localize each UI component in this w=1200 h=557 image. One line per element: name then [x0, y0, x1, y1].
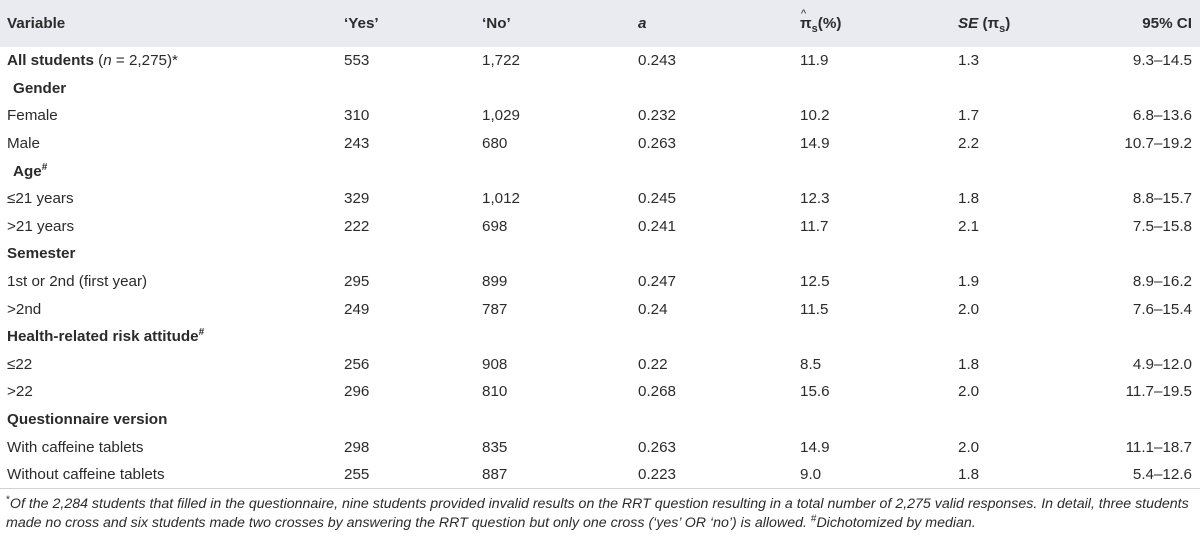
- table-row: [0, 378, 1200, 406]
- empty-cell: [1118, 75, 1200, 103]
- all-students-n-open: (: [93, 52, 104, 70]
- cell-pi: 12.3: [800, 190, 830, 208]
- section-label-text: Semester: [7, 245, 76, 263]
- all-students-a: 0.243: [638, 52, 677, 70]
- empty-cell: [482, 75, 638, 103]
- cell-pi: 15.6: [800, 383, 830, 401]
- cell-se: 2.1: [958, 217, 980, 235]
- row-label: Female: [7, 107, 58, 125]
- section-label: [0, 323, 344, 351]
- cell-se: 1.7: [958, 107, 980, 125]
- all-students-label-text: All students: [7, 52, 94, 70]
- empty-cell: [638, 240, 800, 268]
- empty-cell: [958, 323, 1118, 351]
- cell-no: 680: [482, 135, 508, 153]
- cell-se: 1.8: [958, 355, 980, 373]
- row-label: ≤21 years: [7, 190, 74, 208]
- cell-a: 0.245: [638, 190, 677, 208]
- section-label: [0, 406, 344, 434]
- cell-ci: 4.9–12.0: [1132, 355, 1192, 373]
- empty-cell: [800, 157, 958, 185]
- table-row: [0, 185, 1200, 213]
- row-label: >22: [7, 383, 33, 401]
- header-pi-symbol: ^ π: [800, 15, 812, 32]
- header-se: [958, 0, 1118, 47]
- empty-cell: [482, 406, 638, 434]
- row-label: Without caffeine tablets: [7, 465, 165, 483]
- cell-ci: 5.4–12.6: [1132, 465, 1192, 483]
- empty-cell: [482, 240, 638, 268]
- empty-cell: [638, 75, 800, 103]
- row-label: Male: [7, 135, 40, 153]
- empty-cell: [958, 406, 1118, 434]
- table-section-row: [0, 240, 1200, 268]
- footnote-mark-hash: #: [810, 513, 817, 525]
- empty-cell: [958, 75, 1118, 103]
- cell-se: 2.0: [958, 300, 980, 318]
- empty-cell: [1118, 323, 1200, 351]
- empty-cell: [344, 323, 482, 351]
- empty-cell: [482, 323, 638, 351]
- all-students-yes: 553: [344, 52, 370, 70]
- cell-a: 0.24: [638, 300, 668, 318]
- section-label-text: Questionnaire version: [7, 411, 168, 429]
- table-row: [0, 295, 1200, 323]
- cell-no: 908: [482, 355, 508, 373]
- header-yes: ‘Yes’: [344, 15, 379, 32]
- table-section-row: [0, 406, 1200, 434]
- empty-cell: [1118, 157, 1200, 185]
- cell-no: 698: [482, 217, 508, 235]
- row-label: ≤22: [7, 355, 33, 373]
- header-se-open: (π: [978, 15, 1000, 32]
- footnote-text-1: Of the 2,284 students that filled in the questionnaire, nine students provided invalid results on the RRT question resulting in a total number of 2,275 valid responses. In detail, three students made no cross and six students made two crosses by answering the RRT question but only one cross (‘yes’ OR ‘no’) is allowed.: [6, 496, 1189, 531]
- section-label: [0, 240, 344, 268]
- header-se-close: ): [1005, 15, 1011, 32]
- empty-cell: [638, 157, 800, 185]
- cell-yes: 256: [344, 355, 370, 373]
- all-students-mark: *: [172, 52, 178, 70]
- cell-ci: 7.6–15.4: [1132, 300, 1192, 318]
- cell-pi: 11.7: [800, 217, 829, 235]
- table-row: [0, 351, 1200, 379]
- cell-se: 2.2: [958, 135, 980, 153]
- all-students-se: 1.3: [958, 52, 980, 70]
- cell-pi: 10.2: [800, 107, 830, 125]
- cell-no: 1,029: [482, 107, 521, 125]
- all-students-ci: 9.3–14.5: [1132, 52, 1192, 70]
- cell-no: 787: [482, 300, 508, 318]
- header-ci: 95% CI: [1142, 15, 1192, 32]
- cell-pi: 14.9: [800, 135, 830, 153]
- header-pi-suffix: (%): [817, 15, 842, 32]
- all-students-n-val: = 2,275): [111, 52, 173, 70]
- header-variable: Variable: [7, 15, 66, 32]
- cell-yes: 243: [344, 135, 370, 153]
- cell-a: 0.268: [638, 383, 677, 401]
- cell-no: 810: [482, 383, 508, 401]
- cell-yes: 249: [344, 300, 370, 318]
- cell-ci: 10.7–19.2: [1124, 135, 1192, 153]
- cell-pi: 8.5: [800, 355, 822, 373]
- empty-cell: [638, 323, 800, 351]
- cell-a: 0.223: [638, 465, 677, 483]
- header-a: [638, 0, 800, 47]
- cell-yes: 298: [344, 438, 370, 456]
- empty-cell: [800, 240, 958, 268]
- all-students-pi: 11.9: [800, 52, 829, 70]
- empty-cell: [344, 406, 482, 434]
- cell-pi: 14.9: [800, 438, 830, 456]
- empty-cell: [344, 240, 482, 268]
- cell-a: 0.247: [638, 273, 677, 291]
- section-label-text: Age: [13, 162, 42, 180]
- section-footnote-mark: #: [198, 327, 205, 339]
- table-row: [0, 268, 1200, 296]
- header-no: ‘No’: [482, 15, 511, 32]
- cell-yes: 296: [344, 383, 370, 401]
- cell-yes: 310: [344, 107, 370, 125]
- empty-cell: [344, 157, 482, 185]
- cell-pi: 12.5: [800, 273, 830, 291]
- table-footnote: [6, 495, 1194, 533]
- row-label: With caffeine tablets: [7, 438, 144, 456]
- table-section-row: [0, 157, 1200, 185]
- table-row: [0, 461, 1200, 489]
- footnote-text-2: Dichotomized by median.: [816, 515, 976, 531]
- cell-pi: 11.5: [800, 300, 829, 318]
- cell-a: 0.22: [638, 355, 668, 373]
- table-row: [0, 102, 1200, 130]
- empty-cell: [958, 157, 1118, 185]
- section-label: [0, 75, 344, 103]
- section-label: [0, 157, 344, 185]
- cell-a: 0.232: [638, 107, 677, 125]
- header-pi-s: [800, 0, 958, 47]
- table-section-row: [0, 75, 1200, 103]
- table-section-row: [0, 323, 1200, 351]
- section-label-text: Health-related risk attitude: [7, 328, 199, 346]
- header-pi-sub: s: [811, 23, 818, 36]
- empty-cell: [1118, 406, 1200, 434]
- cell-ci: 11.7–19.5: [1125, 383, 1192, 401]
- cell-no: 887: [482, 465, 508, 483]
- cell-a: 0.263: [638, 438, 677, 456]
- table-row-all-students: [0, 47, 1200, 75]
- cell-ci: 11.1–18.7: [1125, 438, 1192, 456]
- header-se-sub: s: [999, 23, 1006, 36]
- cell-se: 1.8: [958, 465, 980, 483]
- all-students-no: 1,722: [482, 52, 521, 70]
- all-students-n-var: n: [103, 52, 112, 70]
- header-row: [0, 0, 1200, 47]
- empty-cell: [800, 406, 958, 434]
- cell-yes: 329: [344, 190, 370, 208]
- cell-ci: 6.8–13.6: [1132, 107, 1192, 125]
- cell-se: 1.8: [958, 190, 980, 208]
- cell-se: 2.0: [958, 383, 980, 401]
- section-footnote-mark: #: [41, 161, 48, 173]
- header-a-text: a: [638, 15, 647, 32]
- empty-cell: [638, 406, 800, 434]
- cell-ci: 8.8–15.7: [1132, 190, 1192, 208]
- cell-no: 1,012: [482, 190, 521, 208]
- empty-cell: [958, 240, 1118, 268]
- empty-cell: [1118, 240, 1200, 268]
- cell-no: 899: [482, 273, 508, 291]
- section-label-text: Gender: [13, 79, 67, 97]
- cell-yes: 222: [344, 217, 370, 235]
- table-row: [0, 213, 1200, 241]
- cell-yes: 255: [344, 465, 370, 483]
- cell-yes: 295: [344, 273, 370, 291]
- header-se-prefix: SE: [958, 15, 979, 32]
- cell-se: 1.9: [958, 273, 980, 291]
- empty-cell: [482, 157, 638, 185]
- row-label: >21 years: [7, 217, 75, 235]
- table-row: [0, 130, 1200, 158]
- cell-no: 835: [482, 438, 508, 456]
- cell-ci: 8.9–16.2: [1132, 273, 1192, 291]
- all-students-label: [0, 47, 344, 75]
- table-body: [0, 47, 1200, 489]
- table-row: [0, 433, 1200, 461]
- empty-cell: [800, 75, 958, 103]
- empty-cell: [800, 323, 958, 351]
- footnote-mark-asterisk: *: [6, 494, 10, 506]
- empty-cell: [344, 75, 482, 103]
- cell-se: 2.0: [958, 438, 980, 456]
- cell-a: 0.263: [638, 135, 677, 153]
- cell-pi: 9.0: [800, 465, 822, 483]
- row-label: 1st or 2nd (first year): [7, 273, 148, 291]
- cell-a: 0.241: [638, 217, 677, 235]
- row-label: >2nd: [7, 300, 42, 318]
- cell-ci: 7.5–15.8: [1132, 217, 1192, 235]
